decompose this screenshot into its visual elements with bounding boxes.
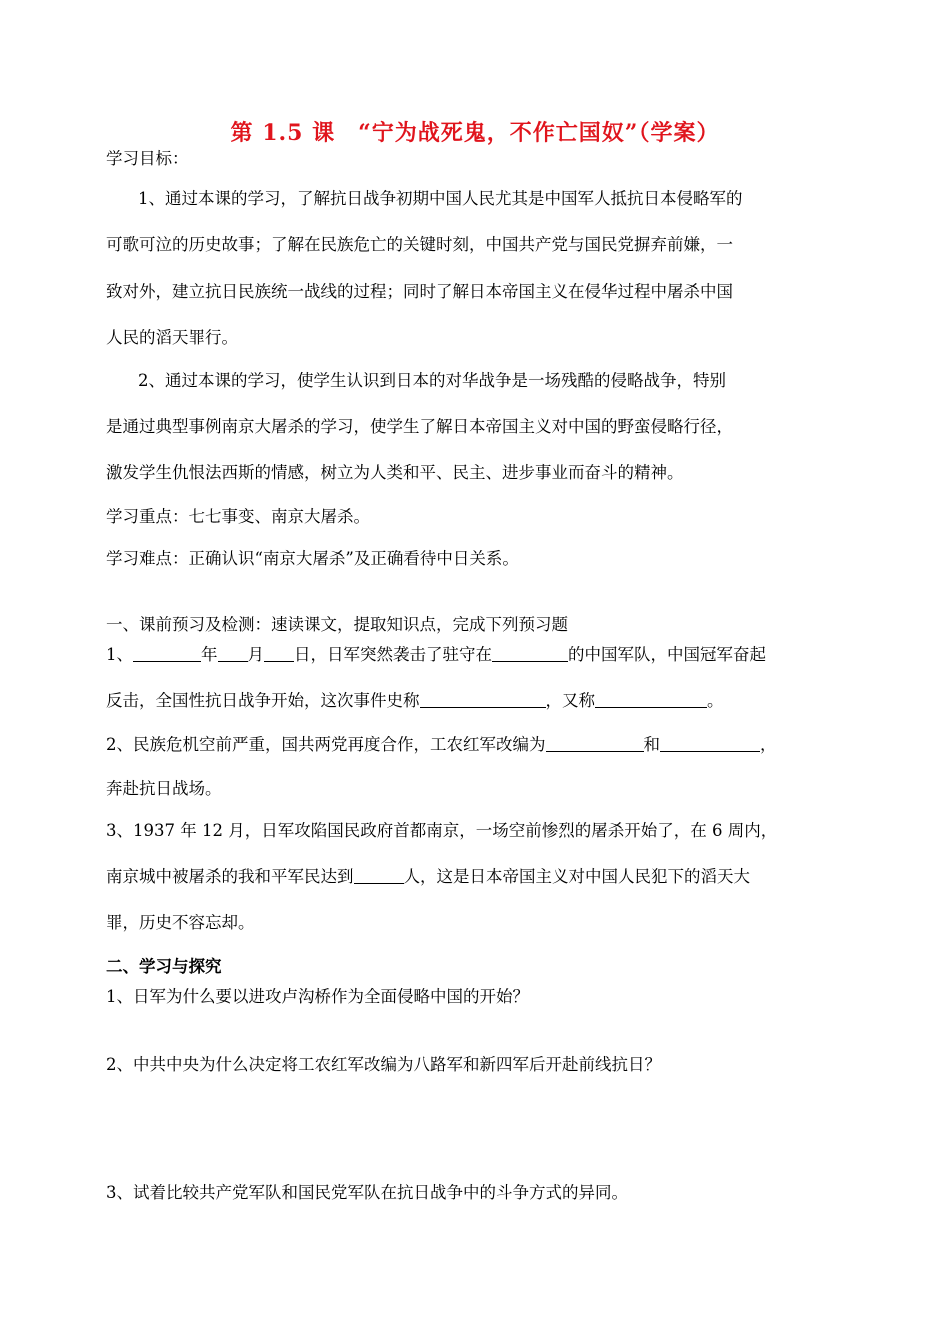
q2-text-a: 2、民族危机空前严重，国共两党再度合作，工农红军改编为: [106, 735, 546, 754]
q1-day-blank[interactable]: [264, 645, 294, 662]
q2-text-b: 和: [643, 735, 660, 754]
inquiry-question-3: 3、试着比较共产党军队和国民党军队在抗日战争中的斗争方式的异同。: [106, 1183, 628, 1202]
inquiry-question-1: 1、日军为什么要以进攻卢沟桥作为全面侵略中国的开始？: [106, 987, 529, 1006]
q1-text-e: 。: [707, 691, 724, 710]
q1-event-name-blank[interactable]: [420, 691, 546, 708]
q1-year-label: 年: [201, 645, 218, 664]
section-1-heading: 一、课前预习及检测：速读课文，提取知识点，完成下列预习题: [106, 615, 568, 634]
q3-text-b: 人，这是日本帝国主义对中国人民犯下的滔天大: [403, 867, 750, 886]
q1-month-label: 月: [247, 645, 264, 664]
question-2-line-2: 奔赴抗日战场。: [106, 779, 222, 798]
q1-text-a: 日，日军突然袭击了驻守在: [294, 645, 492, 664]
q1-number: 1、: [106, 645, 133, 664]
objective-2-line-2: 是通过典型事例南京大屠杀的学习，使学生了解日本帝国主义对中国的野蛮侵略行径，: [106, 417, 733, 436]
page-title: 第 1.5 课 “宁为战死鬼，不作亡国奴”（学案）: [230, 120, 720, 146]
q1-year-blank[interactable]: [133, 645, 201, 662]
q2-army-1-blank[interactable]: [546, 735, 644, 752]
q1-month-blank[interactable]: [218, 645, 248, 662]
q1-text-d: ，又称: [545, 691, 595, 710]
objective-1-line-1: 1、通过本课的学习，了解抗日战争初期中国人民尤其是中国军人抵抗日本侵略军的: [138, 189, 743, 208]
inquiry-question-2: 2、中共中央为什么决定将工农红军改编为八路军和新四军后开赴前线抗日？: [106, 1055, 661, 1074]
q3-count-blank[interactable]: [354, 867, 404, 884]
objectives-heading: 学习目标：: [106, 149, 189, 168]
section-2-heading: 二、学习与探究: [106, 957, 222, 976]
q2-army-2-blank[interactable]: [660, 735, 760, 752]
q1-location-blank[interactable]: [492, 645, 568, 662]
q3-text-a: 南京城中被屠杀的我和平军民达到: [106, 867, 354, 886]
objective-2-line-1: 2、通过本课的学习，使学生认识到日本的对华战争是一场残酷的侵略战争，特别: [138, 371, 726, 390]
q1-text-b: 的中国军队，中国冠军奋起: [568, 645, 766, 664]
key-points: 学习重点：七七事变、南京大屠杀。: [106, 507, 370, 526]
objective-1-line-2: 可歌可泣的历史故事；了解在民族危亡的关键时刻，中国共产党与国民党摒弃前嫌，一: [106, 235, 733, 254]
question-2-line-1: [106, 734, 866, 756]
objective-2-line-3: 激发学生仇恨法西斯的情感，树立为人类和平、民主、进步事业而奋斗的精神。: [106, 463, 684, 482]
question-3-line-3: 罪，历史不容忘却。: [106, 913, 255, 932]
question-1-line-2: [106, 690, 866, 712]
question-1-line-1: [106, 644, 866, 666]
question-3-line-2: [106, 866, 866, 888]
objective-1-line-4: 人民的滔天罪行。: [106, 328, 238, 347]
objective-1-line-3: 致对外，建立抗日民族统一战线的过程；同时了解日本帝国主义在侵华过程中屠杀中国: [106, 282, 733, 301]
difficult-points: 学习难点：正确认识“南京大屠杀”及正确看待中日关系。: [106, 549, 519, 568]
q1-text-c: 反击，全国性抗日战争开始，这次事件史称: [106, 691, 420, 710]
q2-text-c: ，: [760, 735, 777, 754]
q1-alias-blank[interactable]: [595, 691, 707, 708]
question-3-line-1: 3、1937 年 12 月，日军攻陷国民政府首都南京，一场空前惨烈的屠杀开始了，在 6 周内，: [106, 821, 778, 840]
